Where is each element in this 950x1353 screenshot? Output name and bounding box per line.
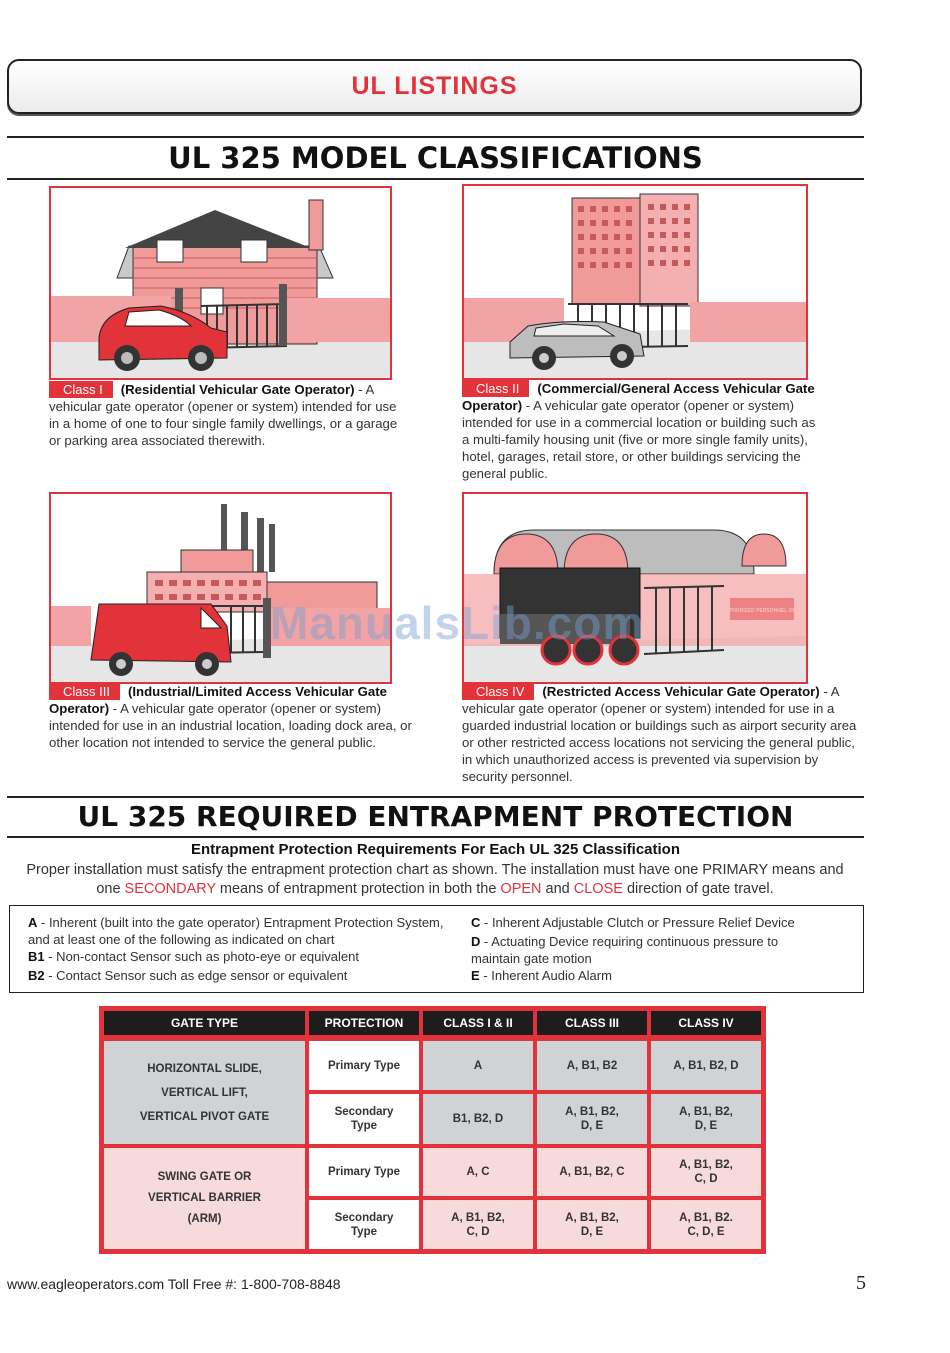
title-banner — [7, 59, 862, 114]
class-1-illustration — [49, 186, 392, 380]
legend-text: - Inherent (built into the gate operator) Entrapment Protection System, and at least one of the following as indicated on chart — [28, 915, 444, 947]
banner-title: UL LISTINGS — [351, 72, 518, 100]
protection-cell: Secondary Type — [309, 1200, 419, 1249]
class-3-lead: (Industrial/Limited Access Vehicular Gate Operator) — [49, 684, 387, 716]
para-part-4: direction of gate travel. — [622, 881, 774, 897]
legend-code: A — [28, 915, 38, 930]
secondary-highlight: SECONDARY — [124, 881, 216, 897]
class-2-illustration — [462, 184, 808, 380]
legend-item-b1 — [28, 948, 448, 965]
class-2-description — [462, 380, 822, 482]
protection-cell: Secondary Type — [309, 1094, 419, 1144]
header-class-3: CLASS III — [537, 1011, 647, 1035]
protection-cell: Primary Type — [309, 1148, 419, 1196]
entrapment-paragraph — [15, 861, 855, 899]
protection-cell: Primary Type — [309, 1041, 419, 1090]
page-number: 5 — [856, 1272, 866, 1294]
class-4-description — [462, 683, 862, 785]
legend-code: C — [471, 915, 481, 930]
open-highlight: OPEN — [500, 881, 542, 897]
class-4-text: - A vehicular gate operator (opener or system) intended for use in a guarded industrial location or buildings such as airport security area or other restricted access locations not servicing the general public, in which unauthorized access is prevented via supervision by security personnel. — [462, 684, 857, 784]
class-4-illustration — [462, 492, 808, 684]
divider — [7, 178, 864, 180]
para-part-1: Proper installation must satisfy the entrapment protection chart as shown. The installation must have one PRIMARY means and one — [26, 862, 844, 897]
table-cell: A, B1, B2. C, D, E — [651, 1200, 761, 1249]
legend-code: E — [471, 968, 480, 983]
header-protection: PROTECTION — [309, 1011, 419, 1035]
para-part-2: means of entrapment protection in both the — [215, 881, 501, 897]
class-3-text: - A vehicular gate operator (opener or system) intended for use in an industrial location, loading dock area, or other location not intended to service the general public. — [49, 701, 412, 750]
table-cell: A, B1, B2, D, E — [537, 1094, 647, 1144]
close-highlight: CLOSE — [573, 881, 623, 897]
class-3-illustration — [49, 492, 392, 684]
legend-item-e — [471, 967, 851, 984]
table-cell: A, B1, B2, C, D — [423, 1200, 533, 1249]
class-2-text: - A vehicular gate operator (opener or system) intended for use in a commercial location or building such as a multi-family housing unit (five or more single family units), hotel, garages, retail store, or other buildings servicing the general public. — [462, 398, 816, 481]
para-part-3: and — [541, 881, 574, 897]
class-4-tag: Class IV — [462, 683, 534, 700]
header-class-1-2: CLASS I & II — [423, 1011, 533, 1035]
table-cell: B1, B2, D — [423, 1094, 533, 1144]
class-2-lead: (Commercial/General Access Vehicular Gate Operator) — [462, 381, 815, 413]
class-1-tag: Class I — [49, 381, 113, 398]
table-cell: A, B1, B2 — [537, 1041, 647, 1090]
class-4-lead: (Restricted Access Vehicular Gate Operator) — [542, 684, 820, 699]
class-2-tag: Class II — [462, 380, 529, 397]
table-cell: A — [423, 1041, 533, 1090]
entrapment-subheading: Entrapment Protection Requirements For Each UL 325 Classification — [190, 841, 680, 858]
legend-item-b2 — [28, 967, 448, 984]
entrapment-table — [99, 1006, 766, 1254]
divider — [7, 136, 864, 138]
legend-code: B2 — [28, 968, 45, 983]
class-1-text: - A vehicular gate operator (opener or system) intended for use in a home of one to four single family dwellings, or a garage or parking area associated therewith. — [49, 382, 398, 448]
header-class-4: CLASS IV — [651, 1011, 761, 1035]
table-cell: A, B1, B2, D — [651, 1041, 761, 1090]
class-3-description — [49, 683, 419, 751]
legend-text: - Contact Sensor such as edge sensor or equivalent — [44, 968, 348, 983]
legend-item-c — [471, 914, 851, 931]
legend-text: - Inherent Adjustable Clutch or Pressure Relief Device — [480, 915, 795, 930]
watermark: ManualsLib.com — [270, 597, 645, 649]
legend-item-a — [28, 914, 448, 948]
class-3-tag: Class III — [49, 683, 120, 700]
gate-type-cell: HORIZONTAL SLIDE, VERTICAL LIFT, VERTICAL PIVOT GATE — [104, 1041, 305, 1144]
legend-code: D — [471, 934, 481, 949]
legend-text: - Inherent Audio Alarm — [479, 968, 612, 983]
legend-item-d — [471, 933, 811, 967]
legend-code: B1 — [28, 949, 45, 964]
legend-text: - Actuating Device requiring continuous pressure to maintain gate motion — [471, 934, 779, 966]
protection-legend — [9, 905, 864, 993]
classifications-heading: UL 325 MODEL CLASSIFICATIONS — [168, 141, 703, 175]
table-cell: A, B1, B2, C — [537, 1148, 647, 1196]
gate-type-cell: SWING GATE OR VERTICAL BARRIER (ARM) — [104, 1148, 305, 1249]
divider — [7, 796, 864, 798]
class-1-lead: (Residential Vehicular Gate Operator) — [120, 382, 355, 397]
table-cell: A, C — [423, 1148, 533, 1196]
divider — [7, 836, 864, 838]
entrapment-heading: UL 325 REQUIRED ENTRAPMENT PROTECTION — [77, 800, 794, 833]
header-gate-type: GATE TYPE — [104, 1011, 305, 1035]
table-cell: A, B1, B2, C, D — [651, 1148, 761, 1196]
table-cell: A, B1, B2, D, E — [537, 1200, 647, 1249]
legend-text: - Non-contact Sensor such as photo-eye or equivalent — [44, 949, 359, 964]
footer-contact: www.eagleoperators.com Toll Free #: 1-800-708-8848 — [7, 1276, 341, 1292]
table-cell: A, B1, B2, D, E — [651, 1094, 761, 1144]
class-1-description — [49, 381, 409, 449]
